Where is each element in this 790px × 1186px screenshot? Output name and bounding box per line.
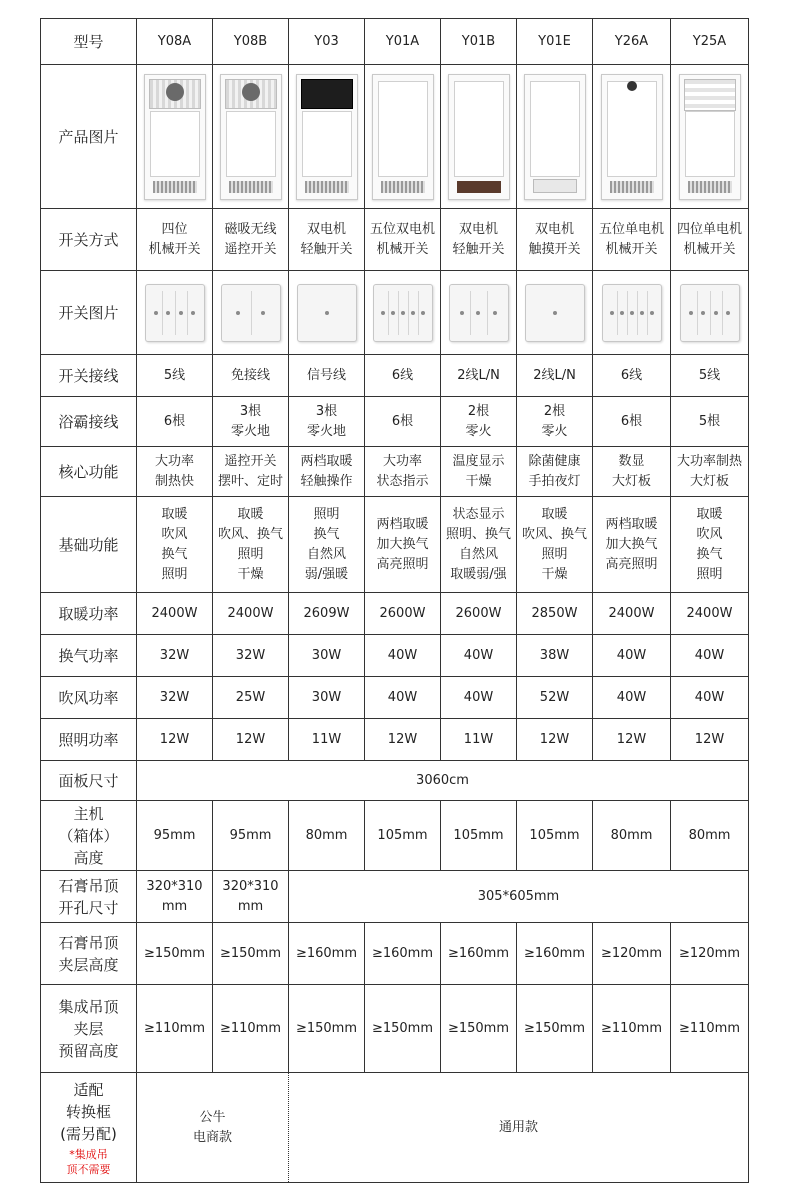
model-row — [41, 19, 749, 65]
lighting-power-cell: 11W — [289, 719, 365, 761]
gypsum-interlayer-cell: ≥160mm — [441, 923, 517, 985]
bath-heater-y08b-image — [220, 74, 282, 200]
row-label-panel-size: 面板尺寸 — [41, 761, 137, 801]
switch-type-cell: 双电机 轻触开关 — [441, 209, 517, 271]
product-image-cell — [593, 65, 671, 209]
switch-wiring-cell: 2线L/N — [441, 355, 517, 397]
product-image-cell — [137, 65, 213, 209]
heater-wiring-row — [41, 397, 749, 447]
row-label-switch-wiring: 开关接线 — [41, 355, 137, 397]
core-function-cell: 大功率制热 大灯板 — [671, 447, 749, 497]
integrated-interlayer-cell: ≥110mm — [671, 985, 749, 1073]
lighting-power-row — [41, 719, 749, 761]
integrated-interlayer-cell: ≥150mm — [441, 985, 517, 1073]
blowing-power-cell: 40W — [671, 677, 749, 719]
switch-wiring-cell: 2线L/N — [517, 355, 593, 397]
row-label-core-function: 核心功能 — [41, 447, 137, 497]
ventilation-power-cell: 30W — [289, 635, 365, 677]
core-function-cell: 除菌健康 手拍夜灯 — [517, 447, 593, 497]
model-name-cell: Y01A — [365, 19, 441, 65]
switch-type-cell: 磁吸无线 遥控开关 — [213, 209, 289, 271]
switch-wiring-cell: 6线 — [593, 355, 671, 397]
switch-image-cell — [213, 271, 289, 355]
basic-function-cell: 取暖 吹风 换气 照明 — [137, 497, 213, 593]
integrated-interlayer-cell: ≥150mm — [289, 985, 365, 1073]
adapter-frame-label: 适配 转换框 (需另配) — [60, 1080, 117, 1143]
switch-touch-image — [525, 284, 585, 342]
panel-size-row — [41, 761, 749, 801]
bath-heater-y25a-image — [679, 74, 741, 200]
host-height-cell: 80mm — [289, 801, 365, 871]
blowing-power-cell: 30W — [289, 677, 365, 719]
ventilation-power-cell: 32W — [213, 635, 289, 677]
model-name-cell: Y01E — [517, 19, 593, 65]
spec-comparison-table — [40, 18, 749, 1183]
gypsum-interlayer-cell: ≥120mm — [671, 923, 749, 985]
core-function-cell: 数显 大灯板 — [593, 447, 671, 497]
switch-wiring-cell: 5线 — [137, 355, 213, 397]
heater-wiring-cell: 2根 零火 — [517, 397, 593, 447]
gypsum-interlayer-cell: ≥120mm — [593, 923, 671, 985]
heating-power-row — [41, 593, 749, 635]
switch-image-cell — [289, 271, 365, 355]
gypsum-cutout-cell: 320*310 mm — [213, 871, 289, 923]
row-label-adapter-frame — [41, 1073, 137, 1183]
blowing-power-cell: 40W — [365, 677, 441, 719]
row-label-heater-wiring: 浴霸接线 — [41, 397, 137, 447]
core-function-cell: 大功率 状态指示 — [365, 447, 441, 497]
switch-image-cell — [365, 271, 441, 355]
row-label-lighting-power: 照明功率 — [41, 719, 137, 761]
heater-wiring-cell: 5根 — [671, 397, 749, 447]
host-height-cell: 105mm — [517, 801, 593, 871]
ventilation-power-row — [41, 635, 749, 677]
switch-type-cell: 五位双电机 机械开关 — [365, 209, 441, 271]
host-height-cell: 95mm — [213, 801, 289, 871]
switch-wiring-cell: 5线 — [671, 355, 749, 397]
row-label-integrated-interlayer: 集成吊顶 夹层 预留高度 — [41, 985, 137, 1073]
model-name-cell: Y26A — [593, 19, 671, 65]
core-function-cell: 遥控开关 摆叶、定时 — [213, 447, 289, 497]
blowing-power-cell: 32W — [137, 677, 213, 719]
heating-power-cell: 2600W — [365, 593, 441, 635]
row-label-switch-image: 开关图片 — [41, 271, 137, 355]
switch-type-cell: 四位单电机 机械开关 — [671, 209, 749, 271]
gypsum-interlayer-cell: ≥150mm — [213, 923, 289, 985]
switch-touch-image — [449, 284, 509, 342]
heating-power-cell: 2400W — [671, 593, 749, 635]
row-label-heating-power: 取暖功率 — [41, 593, 137, 635]
gypsum-cutout-cell: 305*605mm — [289, 871, 749, 923]
heater-wiring-cell: 3根 零火地 — [213, 397, 289, 447]
gypsum-interlayer-row — [41, 923, 749, 985]
ventilation-power-cell: 38W — [517, 635, 593, 677]
bath-heater-y01e-image — [524, 74, 586, 200]
row-label-host-height: 主机 （箱体） 高度 — [41, 801, 137, 871]
lighting-power-cell: 12W — [593, 719, 671, 761]
core-function-cell: 两档取暖 轻触操作 — [289, 447, 365, 497]
switch-type-cell: 四位 机械开关 — [137, 209, 213, 271]
gypsum-interlayer-cell: ≥160mm — [517, 923, 593, 985]
switch-4-key-image — [145, 284, 205, 342]
adapter-frame-cell: 公牛 电商款 — [137, 1073, 289, 1183]
row-label-gypsum-cutout: 石膏吊顶 开孔尺寸 — [41, 871, 137, 923]
integrated-interlayer-cell: ≥150mm — [517, 985, 593, 1073]
switch-type-row — [41, 209, 749, 271]
switch-touch-image — [297, 284, 357, 342]
ventilation-power-cell: 40W — [593, 635, 671, 677]
product-image-cell — [213, 65, 289, 209]
switch-image-cell — [517, 271, 593, 355]
integrated-interlayer-cell: ≥110mm — [593, 985, 671, 1073]
blowing-power-cell: 52W — [517, 677, 593, 719]
lighting-power-cell: 12W — [671, 719, 749, 761]
heating-power-cell: 2400W — [137, 593, 213, 635]
bath-heater-y01a-image — [372, 74, 434, 200]
switch-type-cell: 双电机 触摸开关 — [517, 209, 593, 271]
host-height-cell: 105mm — [441, 801, 517, 871]
switch-wiring-cell: 信号线 — [289, 355, 365, 397]
product-image-row — [41, 65, 749, 209]
ventilation-power-cell: 40W — [441, 635, 517, 677]
heating-power-cell: 2600W — [441, 593, 517, 635]
lighting-power-cell: 12W — [365, 719, 441, 761]
panel-size-cell: 3060cm — [137, 761, 749, 801]
switch-type-cell: 五位单电机 机械开关 — [593, 209, 671, 271]
blowing-power-cell: 40W — [441, 677, 517, 719]
host-height-cell: 80mm — [671, 801, 749, 871]
adapter-frame-note: *集成吊 顶不需要 — [66, 1147, 111, 1176]
lighting-power-cell: 12W — [137, 719, 213, 761]
gypsum-interlayer-cell: ≥160mm — [289, 923, 365, 985]
core-function-row — [41, 447, 749, 497]
product-image-cell — [441, 65, 517, 209]
model-name-cell: Y01B — [441, 19, 517, 65]
row-label-switch-type: 开关方式 — [41, 209, 137, 271]
model-name-cell: Y03 — [289, 19, 365, 65]
host-height-cell: 80mm — [593, 801, 671, 871]
row-label-ventilation-power: 换气功率 — [41, 635, 137, 677]
heater-wiring-cell: 2根 零火 — [441, 397, 517, 447]
model-name-cell: Y08A — [137, 19, 213, 65]
bath-heater-y08a-image — [144, 74, 206, 200]
switch-wiring-cell: 6线 — [365, 355, 441, 397]
gypsum-cutout-row — [41, 871, 749, 923]
heating-power-cell: 2400W — [213, 593, 289, 635]
gypsum-cutout-cell: 320*310 mm — [137, 871, 213, 923]
gypsum-interlayer-cell: ≥150mm — [137, 923, 213, 985]
lighting-power-cell: 12W — [517, 719, 593, 761]
basic-function-cell: 两档取暖 加大换气 高亮照明 — [593, 497, 671, 593]
switch-image-row — [41, 271, 749, 355]
product-image-cell — [671, 65, 749, 209]
row-label-model: 型号 — [41, 19, 137, 65]
switch-4-key-image — [680, 284, 740, 342]
bath-heater-y26a-image — [601, 74, 663, 200]
product-image-cell — [289, 65, 365, 209]
gypsum-interlayer-cell: ≥160mm — [365, 923, 441, 985]
switch-touch-remote-image — [221, 284, 281, 342]
bath-heater-y03-image — [296, 74, 358, 200]
basic-function-cell: 取暖 吹风 换气 照明 — [671, 497, 749, 593]
model-name-cell: Y25A — [671, 19, 749, 65]
host-height-cell: 95mm — [137, 801, 213, 871]
heating-power-cell: 2400W — [593, 593, 671, 635]
switch-5-key-image — [373, 284, 433, 342]
ventilation-power-cell: 40W — [671, 635, 749, 677]
core-function-cell: 温度显示 干燥 — [441, 447, 517, 497]
switch-image-cell — [441, 271, 517, 355]
basic-function-cell: 照明 换气 自然风 弱/强暖 — [289, 497, 365, 593]
switch-type-cell: 双电机 轻触开关 — [289, 209, 365, 271]
switch-image-cell — [137, 271, 213, 355]
heating-power-cell: 2850W — [517, 593, 593, 635]
row-label-gypsum-interlayer: 石膏吊顶 夹层高度 — [41, 923, 137, 985]
row-label-product-image: 产品图片 — [41, 65, 137, 209]
lighting-power-cell: 11W — [441, 719, 517, 761]
blowing-power-cell: 25W — [213, 677, 289, 719]
basic-function-cell: 两档取暖 加大换气 高亮照明 — [365, 497, 441, 593]
adapter-frame-row — [41, 1073, 749, 1183]
ventilation-power-cell: 32W — [137, 635, 213, 677]
basic-function-cell: 状态显示 照明、换气 自然风 取暖弱/强 — [441, 497, 517, 593]
switch-wiring-row — [41, 355, 749, 397]
heater-wiring-cell: 6根 — [593, 397, 671, 447]
integrated-interlayer-cell: ≥110mm — [213, 985, 289, 1073]
heater-wiring-cell: 3根 零火地 — [289, 397, 365, 447]
heater-wiring-cell: 6根 — [365, 397, 441, 447]
integrated-interlayer-cell: ≥110mm — [137, 985, 213, 1073]
blowing-power-row — [41, 677, 749, 719]
basic-function-row — [41, 497, 749, 593]
blowing-power-cell: 40W — [593, 677, 671, 719]
row-label-basic-function: 基础功能 — [41, 497, 137, 593]
heater-wiring-cell: 6根 — [137, 397, 213, 447]
lighting-power-cell: 12W — [213, 719, 289, 761]
host-height-cell: 105mm — [365, 801, 441, 871]
model-name-cell: Y08B — [213, 19, 289, 65]
switch-5-key-image — [602, 284, 662, 342]
switch-image-cell — [671, 271, 749, 355]
heating-power-cell: 2609W — [289, 593, 365, 635]
adapter-frame-cell: 通用款 — [289, 1073, 749, 1183]
ventilation-power-cell: 40W — [365, 635, 441, 677]
core-function-cell: 大功率 制热快 — [137, 447, 213, 497]
switch-image-cell — [593, 271, 671, 355]
row-label-blowing-power: 吹风功率 — [41, 677, 137, 719]
integrated-interlayer-cell: ≥150mm — [365, 985, 441, 1073]
bath-heater-y01b-image — [448, 74, 510, 200]
host-height-row — [41, 801, 749, 871]
basic-function-cell: 取暖 吹风、换气 照明 干燥 — [213, 497, 289, 593]
basic-function-cell: 取暖 吹风、换气 照明 干燥 — [517, 497, 593, 593]
product-image-cell — [365, 65, 441, 209]
integrated-interlayer-row — [41, 985, 749, 1073]
switch-wiring-cell: 免接线 — [213, 355, 289, 397]
product-image-cell — [517, 65, 593, 209]
